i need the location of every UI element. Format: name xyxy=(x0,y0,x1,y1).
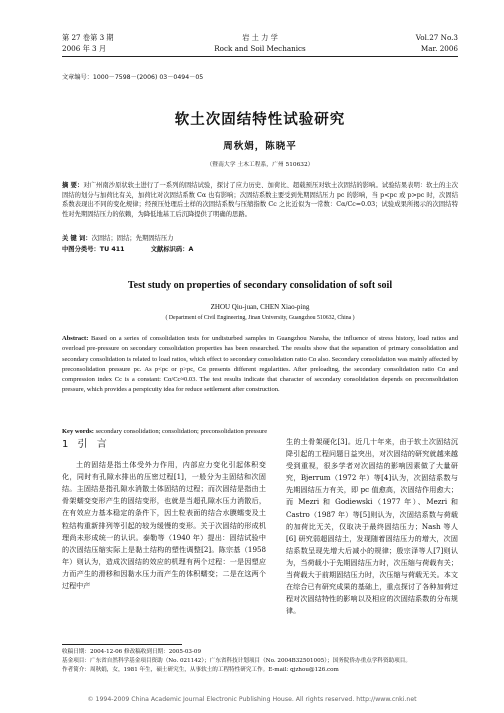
clc-number: 中图分类号：TU 411 xyxy=(62,246,125,253)
abstract-cn xyxy=(62,181,458,219)
footnote-author: 作者简介：周秋娟，女，1981 年生，硕士研究生，从事软土的工程特性研究工作。E-mail: qjzhou@126.com xyxy=(62,667,339,673)
document-code: 文献标识码：A xyxy=(150,246,194,253)
abstract-cn-text: 对广州南沙原状软土进行了一系列的固结试验，探讨了应力历史、加荷比、超载预压对软土次固结的影响。试验结果表明：软土的主次固结的划分与加荷比有关，加荷比对次固结系数 Cα 也有影响；次固结系数主要受到先期固结压力 pc 的影响，当 p<pc 或 p>pc 时，次固结系数表现出不同的变化规律；经预压处理后土样的次固结系数与压缩指数 Cc 之比近似为一常数：Cα/Cc=0.03；试验成果所揭示的次固结特性对先期固结压力的依赖，为降低地基工后沉降提供了明确的思路。 xyxy=(62,182,458,218)
body-column-left xyxy=(62,439,266,592)
body-column-right xyxy=(286,436,458,617)
keywords-en-label: Key words: xyxy=(62,428,94,435)
abstract-en-label: Abstract: xyxy=(62,335,89,342)
header-rule xyxy=(62,56,458,57)
classification xyxy=(62,244,458,253)
title-en: Test study on properties of secondary consolidation of soft soil xyxy=(127,280,393,291)
keywords-cn xyxy=(62,233,458,242)
body-paragraph-continued: 生的土骨架硬化[3]。近几十年来，由于软土次固结沉降引起的工程问题日益突出，对次固结的研究就越来越受到重视，很多学者对次固结的影响因素做了大量研究，Bjerrum（1972 年）等[4]认为，次固结系数与先期固结压力有关，即 pc 值愈高，次固结作用愈大；而 Mezri 和 Godiewski（1977 年）、Mezri 和 Castro（1987 年）等[5]则认为，次固结系数与荷载的加荷比无关，仅取决于最终固结压力；Nash 等人[6] 研究弱超固结土，发现随着固结压力的增大，次固结系数呈现先增大后减小的规律；殷宗泽等人[7]则认为，当荷载小于先期固结压力时，次压缩与荷载有关；当荷载大于前期固结压力时，次压缩与荷载无关。本文在综合已有研究成果的基础上，重点探讨了各种加荷过程对次固结特性的影响以及相应的次固结系数的分布规律。 xyxy=(286,437,458,616)
title-cn: 软土次固结特性试验研究 xyxy=(174,112,346,128)
authors-en: ZHOU Qiu-juan, CHEN Xiao-ping xyxy=(210,303,310,311)
abstract-cn-label: 摘 要： xyxy=(62,182,84,189)
volume-issue-en: Vol.27 No.3 xyxy=(415,33,458,42)
copyright-footer: © 1994-2009 China Academic Journal Electronic Publishing House. All rights reserved. http://www.cnki.net xyxy=(87,696,417,703)
affiliation-en: ( Department of Civil Engineering, Jinan University, Guangzhou 510632, China ) xyxy=(165,315,355,321)
footnote-fund: 基金项目：广东省自然科学基金项目资助（No. 021142）；广东省科技计划项目（No. 2004B32501005）；国务院侨办重点学科资助项目。 xyxy=(62,658,411,664)
volume-issue: 第 27 卷第 3 期 xyxy=(62,33,114,42)
publication-date-en: Mar. 2006 xyxy=(420,44,458,53)
section-heading: 1 引 言 xyxy=(62,439,110,450)
journal-name-cn: 岩 土 力 学 xyxy=(242,33,278,42)
keywords-cn-text: 次固结；固结；先期固结压力 xyxy=(91,235,174,242)
authors-cn: 周秋娟，陈晓平 xyxy=(223,141,297,152)
article-number: 文章编号：1000－7598－(2006) 03－0494－05 xyxy=(62,74,204,81)
publication-date: 2006 年 3 月 xyxy=(62,44,107,53)
abstract-en xyxy=(62,334,458,396)
footnote-rule xyxy=(62,644,182,645)
body-paragraph: 土的固结是指土体受外力作用，内部应力变化引起体积变化，同时有孔隙水排出的压密过程[1]，一般分为主固结和次固结。主固结是指孔隙水消散土体固结的过程；而次固结是指由土骨架蠕变变形产生的固结变形，也就是当超孔隙水压力消散后，在有效应力基本稳定的条件下，因土粒表面的结合水膜蠕变及土粒结构重新排列等引起的较为缓慢的变形。关于次固结的形成机理尚未形成统一的认识。泰勒等（1940 年）提出：固结试验中的次固结压缩实际上是黏土结构的塑性调整[2]。陈宗基（1958 年）则认为，造成次固结的效应的机理有两个过程：一是因塑应力而产生的滑移和因黏水压力而产生的体积蠕变；二是在这两个过程中产 xyxy=(62,460,266,591)
journal-name-en: Rock and Soil Mechanics xyxy=(214,44,306,53)
keywords-en xyxy=(62,428,458,435)
footnote-received: 收稿日期：2004-12-06 修改稿收到日期：2005-03-09 xyxy=(62,649,202,655)
keywords-cn-label: 关 键 词： xyxy=(62,235,92,242)
abstract-en-text: Based on a series of consolidation tests for undisturbed samples in Guangzhou Nansha, the influence of stress history, load ratios and overload pre-pressure on secondary consolidation properties has been researched. The results show that the separation of primary consolidation and secondary consolidation is related to load ratios, which effect to secondary consolidation ratio Cα also. Secondary consolidation was mainly affected by preconsolidation pressure pc. As p<pc or p>pc, Cα presents different regularities. After preloading, the secondary consolidation ratio Cα and compression index Cc is a constant: Cα/Cc≈0.03. The test results indicate that character of secondary consolidation depends on preconsolidation pressure, which provides a perspicuity idea for reduce settlement after construction. xyxy=(62,335,459,394)
keywords-en-text: secondary consolidation; consolidation; preconsolidation pressure xyxy=(95,428,268,435)
affiliation-cn: （暨南大学 土木工程系，广州 510632） xyxy=(206,162,314,168)
